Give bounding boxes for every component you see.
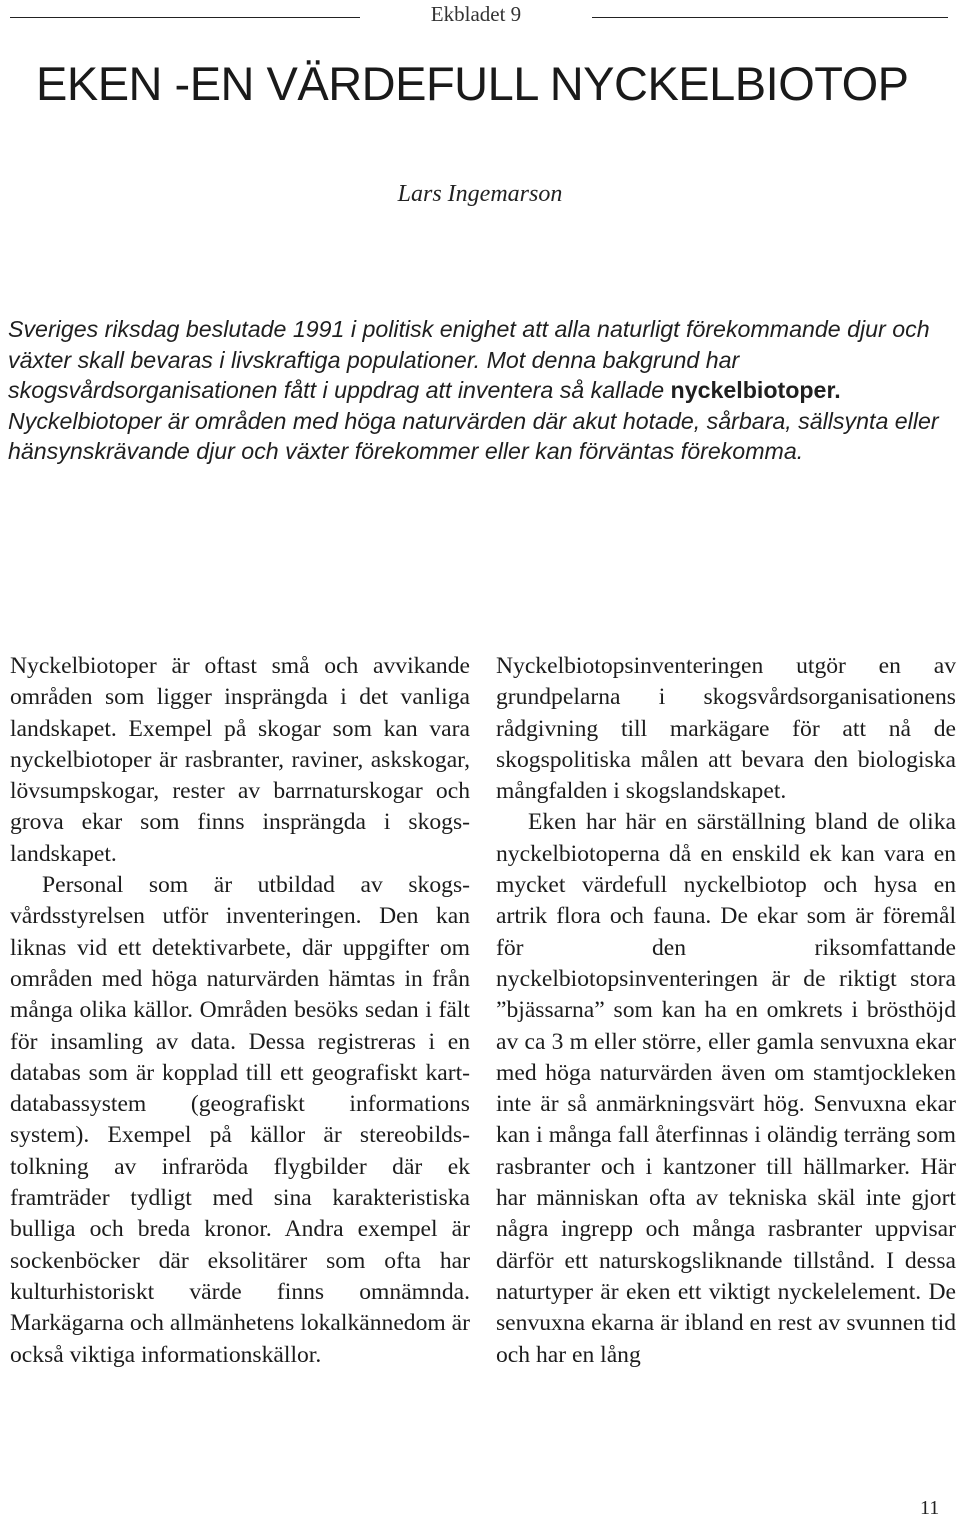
body-paragraph: Personal som är utbildad av skogsvårdsstyrelsen utför inventeringen. Den kan liknas vid ett detektivarbete, där uppgifter om områden med höga naturvärden hämtas in från många olika källor. Områden besöks sedan i fält för insamling av data. Dessa registreras i en databas som är kopplad till ett geografiskt kartdatabassystem (geografiskt informations system). Exempel på källor är stereobildstolkning av infraröda flygbilder där ek framträder tydligt med sina karakteristiska bulliga och breda kronor. Andra exempel är sockenböcker där eksolitärer som ofta har kulturhistoriskt värde finns omnämnda. Markägarna och allmänhetens lokalkännedom är också viktiga informationskällor. xyxy=(10,872,470,1368)
lead-text-after: Nyckelbiotoper är områden med höga naturvärden där akut hotade, sårbara, sällsynta eller hänsynskrävande djur och växter förekommer eller kan förväntas förekomma. xyxy=(8,407,939,465)
body-paragraph: Eken har här en särställning bland de olika nyckelbiotoperna då en enskild ek kan vara en mycket värdefull nyckelbiotop och hysa en artrik flora och fauna. De ekar som är föremål för den riksomfattande nyckelbiotopsinventeringen är de riktigt stora ”bjässarna” som kan ha en omkrets i brösthöjd av ca 3 m eller större, eller gamla senvuxna ekar med höga naturvärden även om stamtjockleken inte är så anmärkningsvärt hög. Senvuxna ekar kan i många fall återfinnas i oländig terräng som rasbranter och i kantzoner till hällmarker. Här har människan ofta av tekniska skäl inte gjort några ingrepp och många rasbranter uppvisar därför ett naturskogsliknande tillstånd. I dessa naturtyper är eken ett viktigt nyckelelement. De senvuxna ekarna är ibland en rest av svunnen tid och har en lång xyxy=(496,809,956,1368)
lead-keyword: nyckelbiotoper. xyxy=(670,377,841,404)
page-number: 11 xyxy=(920,1497,940,1519)
header-rule-right xyxy=(592,17,948,18)
article-author: Lars Ingemarson xyxy=(397,181,563,207)
right-column xyxy=(496,651,956,1371)
header-rule-left xyxy=(10,17,360,18)
left-column xyxy=(10,651,470,1371)
body-paragraph: Nyckelbiotoper är oftast små och avvikande områden som ligger insprängda i det vanliga landskapet. Exempel på skogar som kan vara nyckelbiotoper är rasbranter, raviner, askskogar, lövsumpskogar, rester av barrnaturskogar och grova ekar som finns insprängda i skogslandskapet. xyxy=(10,653,470,867)
lead-paragraph xyxy=(8,314,953,467)
lead-text-before: Sveriges riksdag beslutade 1991 i politisk enighet att alla naturligt förekommande djur och växter skall bevaras i livskraftiga populationer. Mot denna bakgrund har skogsvårdsorganisationen fått i uppdrag att inventera så kallade xyxy=(8,316,930,404)
body-paragraph: Nyckelbiotopsinventeringen utgör en av grundpelarna i skogsvårdsorganisationens rådgivning till markägare för att nå de skogspolitiska målen att bevara den biologiska mångfalden i skogslandskapet. xyxy=(496,653,956,805)
article-title: EKEN -EN VÄRDEFULL NYCKELBIOTOP xyxy=(36,57,909,110)
running-head: Ekbladet 9 xyxy=(430,2,522,26)
